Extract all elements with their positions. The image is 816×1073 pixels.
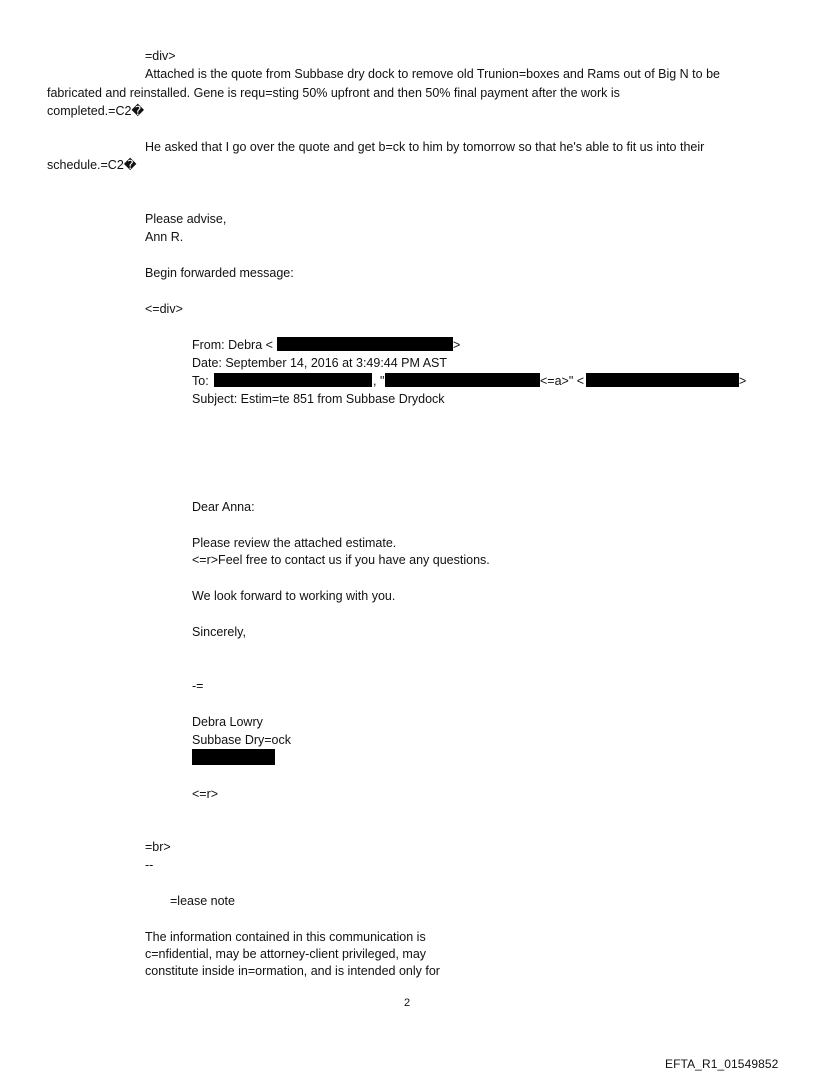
redaction-box — [586, 373, 739, 387]
subject-line: Subject: Estim=te 851 from Subbase Drydock — [192, 392, 445, 406]
document-id: EFTA_R1_01549852 — [665, 1057, 779, 1071]
div-tag-2-text: <=div> — [145, 302, 183, 316]
please-advise-text: Please advise, — [145, 212, 227, 226]
begin-forwarded-text: Begin forwarded message: — [145, 266, 294, 280]
r-tag-text: <=r> — [192, 787, 219, 801]
redaction-box — [277, 337, 453, 351]
from-close: > — [453, 338, 461, 352]
forwarded-body-line-2: <=r>Feel free to contact us if you have any questions. — [192, 553, 490, 567]
br-tag-text: =br> — [145, 840, 171, 854]
forwarded-body-line-3: We look forward to working with you. — [192, 589, 396, 603]
redaction-box — [192, 749, 275, 765]
from-label: From: Debra < — [192, 338, 273, 352]
sender-name: Debra Lowry — [192, 715, 263, 729]
signature-dashes: -- — [145, 858, 154, 872]
div-tag-text: =div> — [145, 49, 176, 63]
to-label: To: — [192, 374, 209, 388]
to-close: > — [739, 374, 747, 388]
please-note-text: =lease note — [170, 894, 235, 908]
forwarded-body-line-1: Please review the attached estimate. — [192, 536, 397, 550]
to-separator: , " — [373, 374, 385, 388]
to-middle-text: <=a>" < — [540, 374, 585, 388]
confidentiality-line-1: The information contained in this communication is — [145, 930, 426, 944]
confidentiality-line-3: constitute inside in=ormation, and is intended only for — [145, 964, 440, 978]
closing-text: Sincerely, — [192, 625, 246, 639]
redaction-box — [385, 373, 540, 387]
sender-company: Subbase Dry=ock — [192, 733, 292, 747]
body-paragraph-1-line-2: fabricated and reinstalled. Gene is requ=sting 50% upfront and then 50% final payment after the work is — [47, 86, 620, 100]
body-paragraph-2-line-1: He asked that I go over the quote and get b=ck to him by tomorrow so that he's able to fit us into their — [145, 140, 705, 154]
redaction-box — [214, 373, 372, 387]
greeting-text: Dear Anna: — [192, 500, 255, 514]
body-paragraph-1-line-1: Attached is the quote from Subbase dry dock to remove old Trunion=boxes and Rams out of Big N to be — [145, 67, 720, 81]
signature-text: Ann R. — [145, 230, 184, 244]
body-paragraph-2-line-2: schedule.=C2� — [47, 158, 137, 172]
confidentiality-line-2: c=nfidential, may be attorney-client privileged, may — [145, 947, 427, 961]
body-paragraph-1-line-3: completed.=C2� — [47, 104, 145, 118]
page-number: 2 — [404, 997, 411, 1009]
date-line: Date: September 14, 2016 at 3:49:44 PM AST — [192, 356, 448, 370]
dash-text: -= — [192, 679, 204, 693]
